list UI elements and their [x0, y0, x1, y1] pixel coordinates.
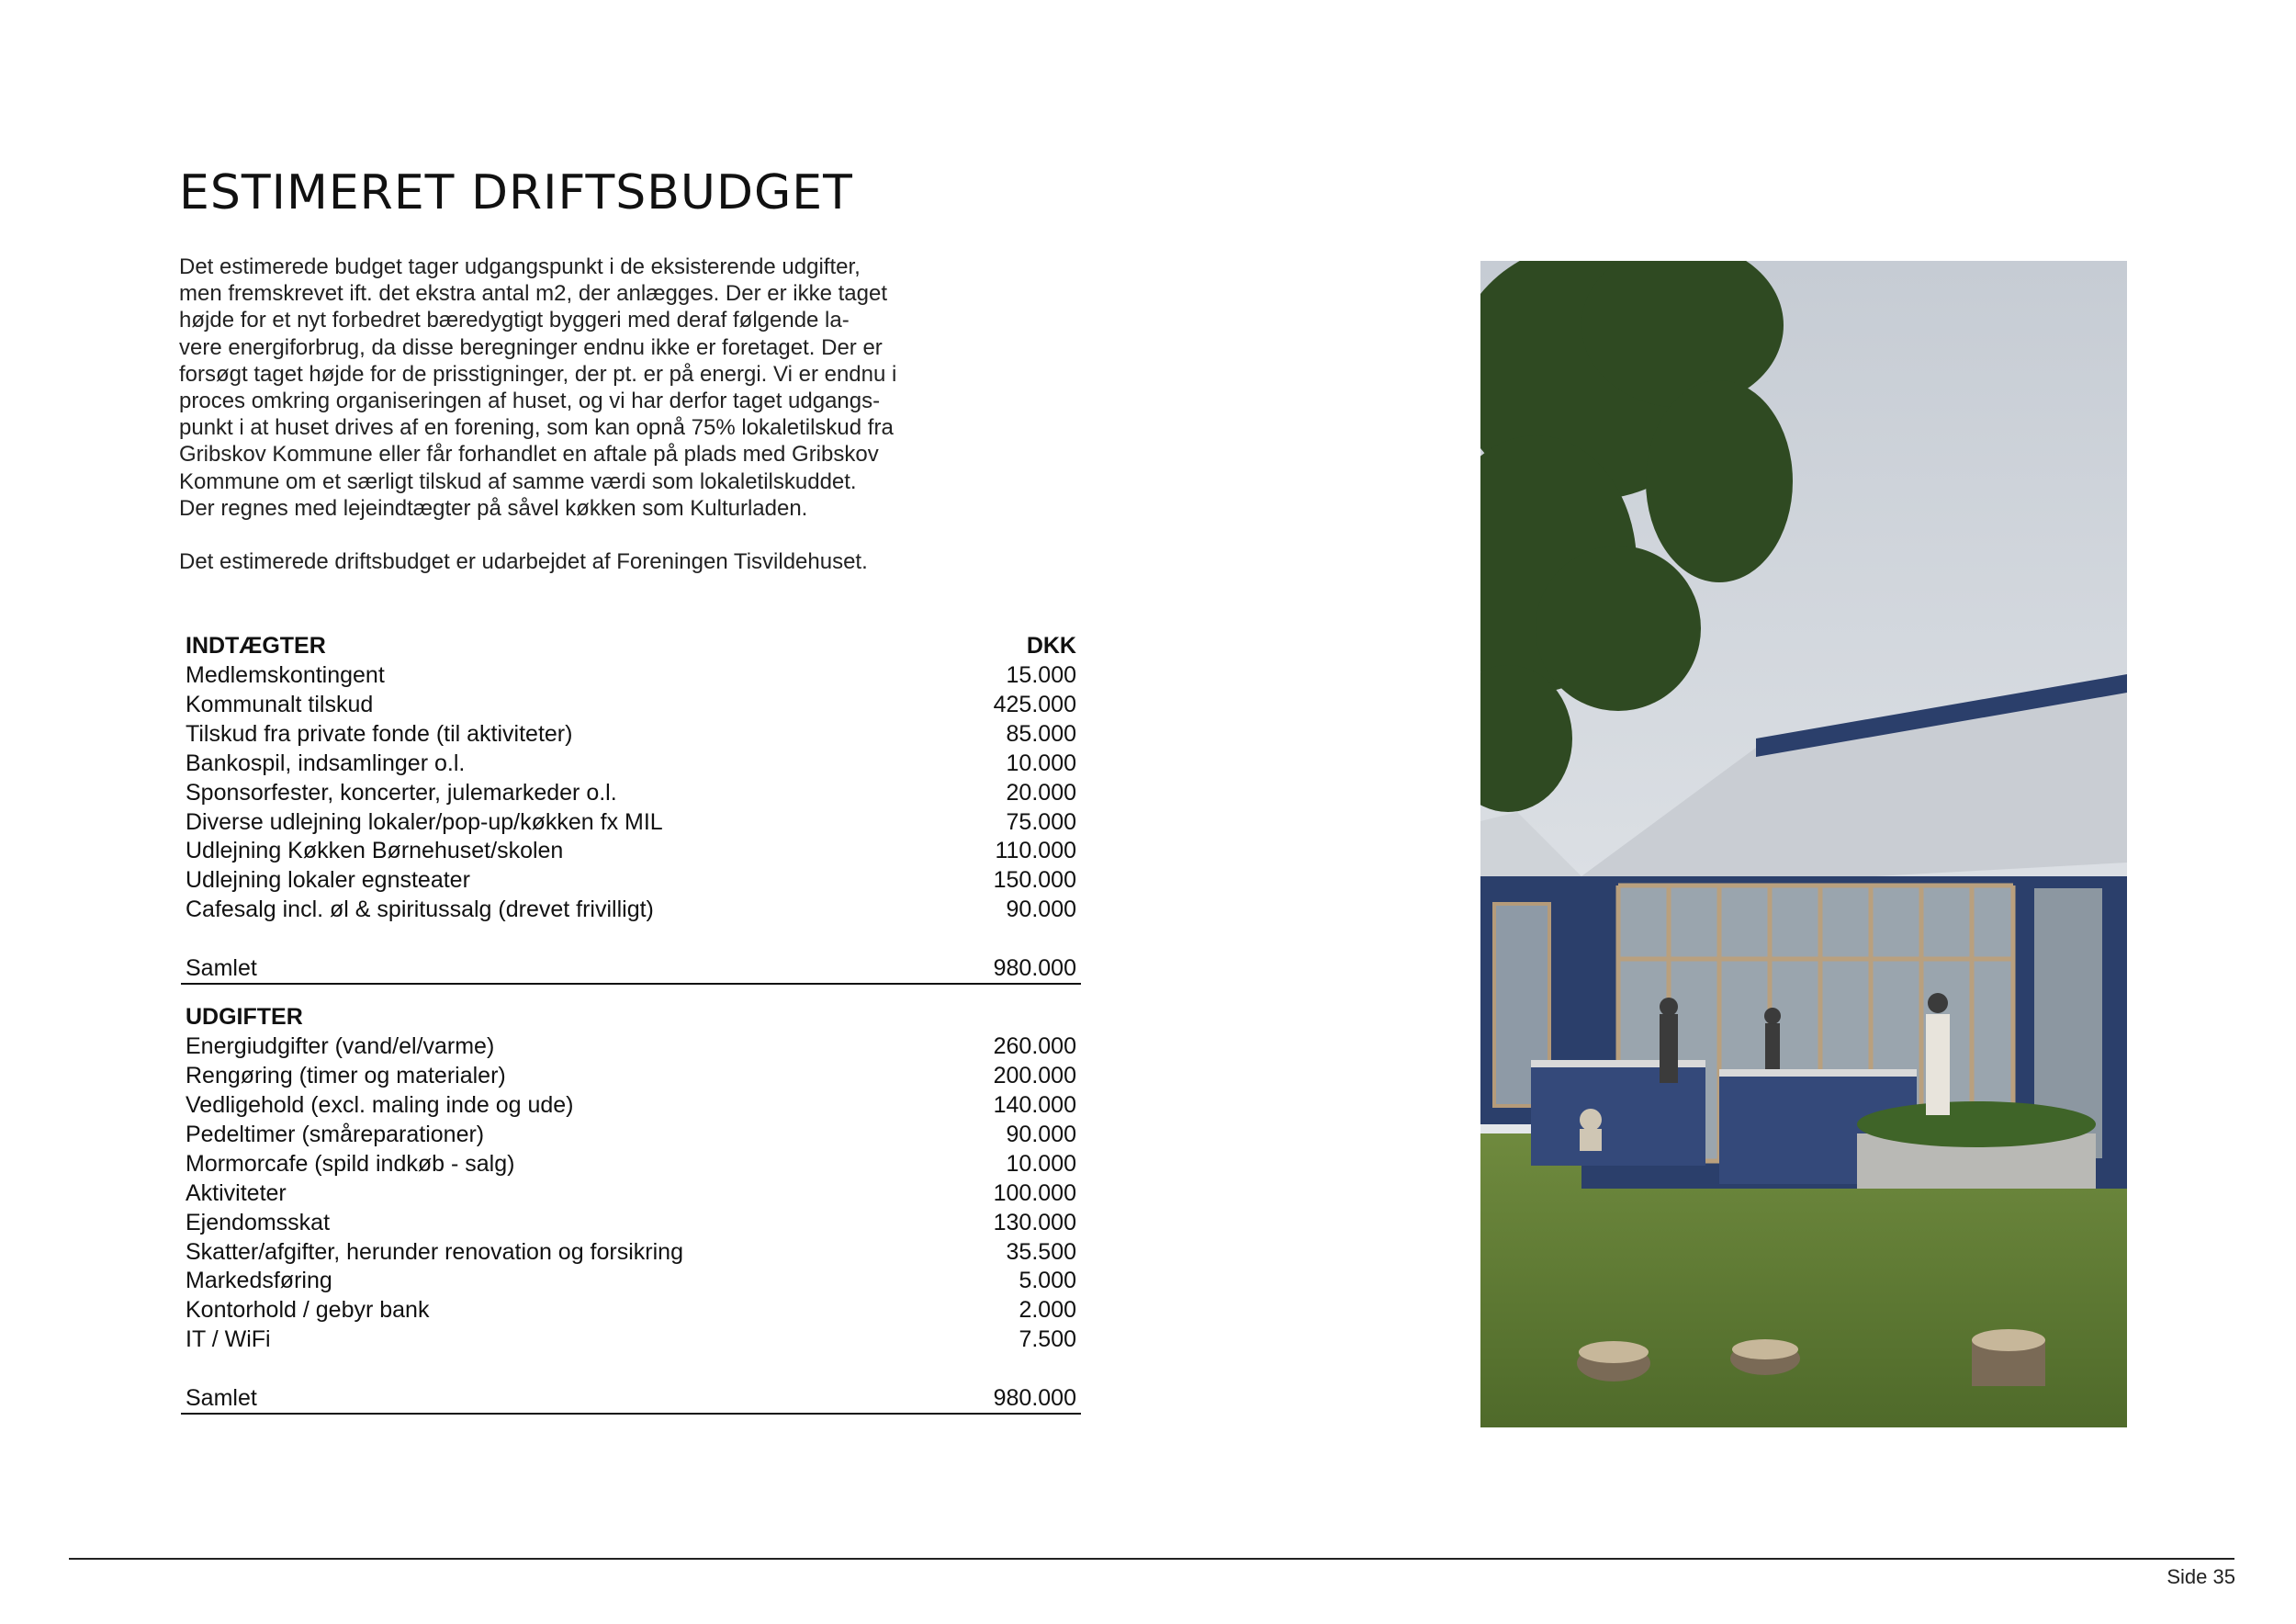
expense-label: Mormorcafe (spild indkøb - salg) [186, 1150, 515, 1177]
expense-row [181, 1032, 1081, 1062]
expense-label: Markedsføring [186, 1268, 332, 1294]
intro-line: forsøgt taget højde for de prisstigninger, der pt. er på energi. Vi er endnu i [179, 361, 897, 387]
expenses-header-row [181, 1003, 1081, 1032]
income-header-row [181, 628, 1081, 661]
income-total-value: 980.000 [993, 955, 1076, 982]
income-value: 425.000 [993, 691, 1076, 717]
income-value: 110.000 [995, 838, 1076, 864]
expense-value: 260.000 [993, 1033, 1076, 1060]
expenses-total-row [181, 1384, 1081, 1415]
expenses-header: UDGIFTER [186, 1004, 303, 1031]
expense-label: Rengøring (timer og materialer) [186, 1063, 506, 1089]
building-rendering-image [1480, 261, 2127, 1427]
expense-row [181, 1325, 1081, 1355]
income-label: Cafesalg incl. øl & spiritussalg (drevet frivilligt) [186, 897, 654, 923]
income-total-row [181, 954, 1081, 985]
expense-label: Kontorhold / gebyr bank [186, 1297, 430, 1324]
expense-value: 10.000 [1006, 1150, 1076, 1177]
expense-value: 140.000 [993, 1091, 1076, 1118]
income-label: Udlejning lokaler egnsteater [186, 867, 470, 894]
expense-label: Vedligehold (excl. maling inde og ude) [186, 1091, 574, 1118]
expenses-total-value: 980.000 [993, 1385, 1076, 1412]
income-row [181, 837, 1081, 866]
income-label: Sponsorfester, koncerter, julemarkeder o.l. [186, 779, 617, 806]
expense-label: Skatter/afgifter, herunder renovation og forsikring [186, 1238, 683, 1265]
income-total-label: Samlet [186, 955, 257, 982]
expense-label: Ejendomsskat [186, 1209, 331, 1235]
income-value: 75.000 [1006, 808, 1076, 835]
intro-line: højde for et nyt forbedret bæredygtigt byggeri med deraf følgende la- [179, 308, 850, 333]
expenses-total-label: Samlet [186, 1385, 257, 1412]
income-label: Medlemskontingent [186, 662, 385, 688]
expense-label: Energiudgifter (vand/el/varme) [186, 1033, 495, 1060]
income-header: INDTÆGTER [186, 633, 326, 660]
expense-row [181, 1091, 1081, 1121]
expense-value: 200.000 [993, 1063, 1076, 1089]
counter-top [1531, 1060, 1705, 1067]
intro-line: Kommune om et særligt tilskud af samme værdi som lokaletilskuddet. [179, 468, 857, 494]
intro-line: punkt i at huset drives af en forening, som kan opnå 75% lokaletilskud fra [179, 415, 894, 441]
planter-plants [1857, 1101, 2096, 1147]
expense-label: Aktiviteter [186, 1179, 287, 1206]
footer-divider [69, 1558, 2234, 1560]
intro-text [179, 254, 914, 575]
income-label: Diverse udlejning lokaler/pop-up/køkken fx MIL [186, 808, 663, 835]
spacer [181, 1355, 1081, 1384]
counter-top [1719, 1069, 1917, 1077]
income-label: Udlejning Køkken Børnehuset/skolen [186, 838, 564, 864]
income-label: Tilskud fra private fonde (til aktiviteter) [186, 720, 573, 747]
income-value: 20.000 [1006, 779, 1076, 806]
income-row [181, 808, 1081, 838]
spacer [181, 985, 1081, 1003]
expense-value: 35.500 [1006, 1238, 1076, 1265]
expense-rows [181, 1032, 1081, 1355]
income-value: 15.000 [1006, 662, 1076, 688]
income-value: 90.000 [1006, 897, 1076, 923]
expense-value: 90.000 [1006, 1121, 1076, 1147]
intro-line: Der regnes med lejeindtægter på såvel køkken som Kulturladen. [179, 495, 808, 521]
intro-paragraph [179, 254, 914, 522]
income-row [181, 779, 1081, 808]
income-value: 85.000 [1006, 720, 1076, 747]
income-label: Bankospil, indsamlinger o.l. [186, 750, 466, 776]
expense-row [181, 1121, 1081, 1150]
spacer [181, 925, 1081, 954]
intro-line: Gribskov Kommune eller får forhandlet en aftale på plads med Gribskov [179, 442, 879, 468]
expense-row [181, 1062, 1081, 1091]
expense-value: 2.000 [1019, 1297, 1076, 1324]
income-value: 150.000 [993, 867, 1076, 894]
expense-value: 100.000 [993, 1179, 1076, 1206]
income-row [181, 720, 1081, 750]
intro-line: proces omkring organiseringen af huset, og vi har derfor taget udgangs- [179, 389, 881, 414]
budget-table [181, 628, 1081, 1415]
expense-value: 7.500 [1019, 1326, 1076, 1353]
income-value: 10.000 [1006, 750, 1076, 776]
income-label: Kommunalt tilskud [186, 691, 374, 717]
page-title: ESTIMERET DRIFTSBUDGET [179, 165, 853, 220]
currency-header: DKK [1026, 633, 1076, 660]
expense-row [181, 1238, 1081, 1268]
expense-value: 5.000 [1019, 1268, 1076, 1294]
expense-row [181, 1179, 1081, 1209]
expense-row [181, 1296, 1081, 1325]
page-number: Side 35 [2167, 1565, 2235, 1588]
income-row [181, 691, 1081, 720]
rendering-illustration [1480, 261, 2127, 1427]
expense-label: Pedeltimer (småreparationer) [186, 1121, 485, 1147]
income-row [181, 750, 1081, 779]
intro-note: Det estimerede driftsbudget er udarbejdet af Foreningen Tisvildehuset. [179, 549, 868, 575]
income-row [181, 866, 1081, 896]
intro-line: men fremskrevet ift. det ekstra antal m2, der anlægges. Der er ikke taget [179, 281, 887, 307]
expense-row [181, 1209, 1081, 1238]
expense-row [181, 1150, 1081, 1179]
income-row [181, 896, 1081, 925]
expense-value: 130.000 [993, 1209, 1076, 1235]
counter-left [1531, 1065, 1705, 1166]
income-rows [181, 661, 1081, 925]
expense-label: IT / WiFi [186, 1326, 271, 1353]
intro-line: Det estimerede budget tager udgangspunkt i de eksisterende udgifter, [179, 254, 861, 279]
intro-line: vere energiforbrug, da disse beregninger endnu ikke er foretaget. Der er [179, 334, 883, 360]
expense-row [181, 1267, 1081, 1296]
income-row [181, 661, 1081, 691]
